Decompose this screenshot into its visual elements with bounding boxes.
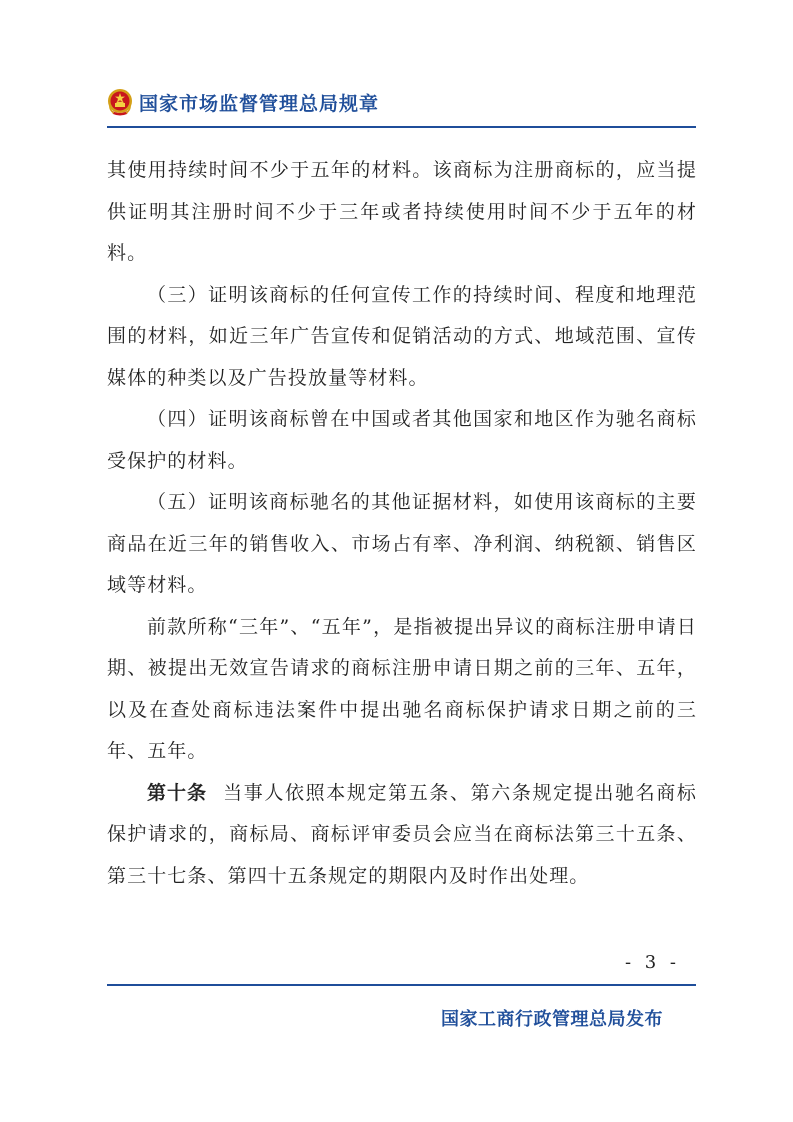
article-heading: 第十条 [147,781,208,804]
article-text: 当事人依照本规定第五条、第六条规定提出驰名商标保护请求的，商标局、商标评审委员会应当在商标法第三十五条、第三十七条、第四十五条规定的期限内及时作出处理。 [107,781,697,887]
paragraph-item-five [107,482,697,607]
header-divider [107,126,696,128]
paragraph-text: 其使用持续时间不少于五年的材料。该商标为注册商标的，应当提供证明其注册时间不少于三年或者持续使用时间不少于五年的材料。 [107,159,697,264]
page-number: - 3 - [624,952,680,973]
document-body [107,150,697,897]
paragraph-definition [107,607,697,773]
footer-divider [107,984,696,986]
paragraph-text: 前款所称“三年”、“五年”，是指被提出异议的商标注册申请日期、被提出无效宣告请求的商标注册申请日期之前的三年、五年，以及在查处商标违法案件中提出驰名商标保护请求日期之前的三年、五年。 [107,615,697,762]
paragraph-continued [107,150,697,275]
national-emblem-icon [107,88,133,116]
paragraph-text: （五）证明该商标驰名的其他证据材料，如使用该商标的主要商品在近三年的销售收入、市场占有率、净利润、纳税额、销售区域等材料。 [107,491,697,596]
footer-publisher: 国家工商行政管理总局发布 [441,1009,663,1030]
document-header [107,82,379,122]
header-title: 国家市场监督管理总局规章 [139,92,380,115]
paragraph-item-three [107,275,697,400]
paragraph-text: （三）证明该商标的任何宣传工作的持续时间、程度和地理范围的材料，如近三年广告宣传和促销活动的方式、地域范围、宣传媒体的种类以及广告投放量等材料。 [107,283,697,389]
article-ten [107,773,697,898]
paragraph-item-four [107,399,697,482]
paragraph-text: （四）证明该商标曾在中国或者其他国家和地区作为驰名商标受保护的材料。 [107,408,697,472]
